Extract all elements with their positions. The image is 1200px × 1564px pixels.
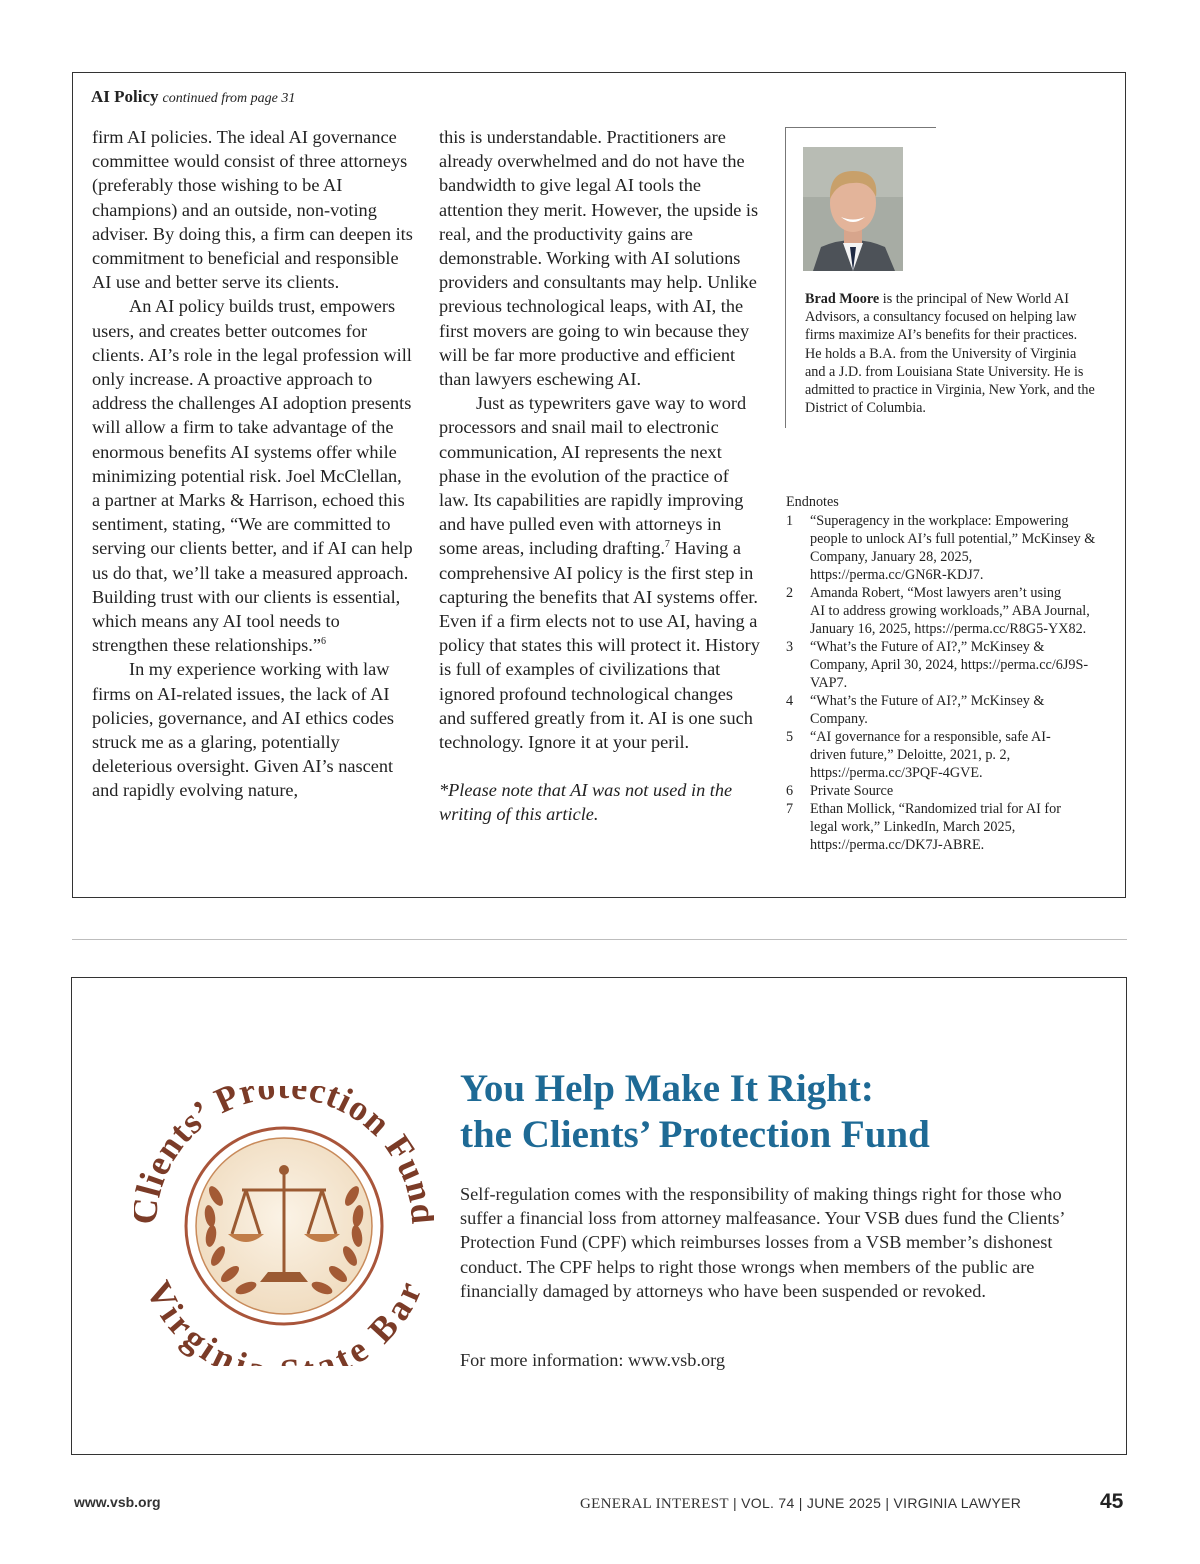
endnote-number: 2 [786, 585, 794, 601]
ai-disclaimer: *Please note that AI was not used in the writing of this article. [439, 780, 733, 825]
cpf-seal [134, 1086, 434, 1366]
endnote-number: 6 [786, 783, 794, 799]
paragraph-text: Having a comprehensive AI policy is the first step in capturing the benefits that AI systems offer. Even if a firm elects not to use AI, having a policy that states this will protect it. History is full of examples of civilizations that ignored profound technological changes and suffered greatly from it. AI is one such technology. Ignore it at your peril. [439, 538, 760, 753]
endnote-text: Ethan Mollick, “Randomized trial for AI for [810, 801, 1061, 817]
endnote-text: Private Source [810, 783, 894, 799]
seal-top-text: ients’ Protection Fu [134, 1086, 434, 1191]
author-bio [805, 290, 1095, 417]
endnote-text: people to unlock AI’s full potential,” McKinsey & Company, January 28, 2025, https://perma.cc/GN6R-KDJ7. [810, 531, 1096, 583]
endnote-number: 5 [786, 729, 794, 745]
footer-meta [580, 1495, 1021, 1513]
endnotes-heading: Endnotes [786, 494, 839, 510]
endnote-item [786, 512, 1106, 584]
paragraph [92, 294, 414, 657]
ad-body: Self-regulation comes with the responsibility of making things right for those who suffer a financial loss from attorney malfeasance. Your VSB dues fund the Clients’ Protection Fund (CPF) which reimburses losses from a VSB member’s dishonest conduct. The CPF helps to right those wrongs when members of the public are financially damaged by attorneys who have been suspended or revoked. [460, 1184, 1065, 1301]
endnote-text: legal work,” LinkedIn, March 2025, https://perma.cc/DK7J-ABRE. [810, 819, 1016, 853]
cpf-ad-box [71, 977, 1127, 1455]
divider [72, 939, 1127, 940]
paragraph-text: An AI policy builds trust, empowers users, and creates better outcomes for clients. AI’s role in the legal profession will only increase. A proactive approach to address the challenges AI adoption presents will allow a firm to take advantage of the enormous benefits AI systems offer while minimizing potential risk. Joel McClellan, a partner at Marks & Harrison, echoed this sentiment, stating, “We are committed to serving our clients better, and if AI can help us do that, we’ll take a measured approach. Building trust with our clients is essential, which means any AI tool needs to strengthen these relationships.” [92, 296, 413, 656]
endnote-number: 4 [786, 693, 794, 709]
running-head [91, 87, 295, 107]
ad-title-line: the Clients’ Protection Fund [460, 1113, 930, 1156]
paragraph [439, 391, 763, 754]
author-name: Brad Moore [805, 291, 880, 307]
endnote-number: 3 [786, 639, 794, 655]
ad-title [460, 1066, 1080, 1158]
endnote-text: “AI governance for a responsible, safe AI- [810, 729, 1051, 745]
footer-website[interactable]: www.vsb.org [74, 1494, 161, 1510]
endnote-item [786, 728, 1106, 782]
endnote-text: “Superagency in the workplace: Empowering [810, 513, 1069, 529]
endnote-text: Company. [810, 711, 868, 727]
endnote-text: driven future,” Deloitte, 2021, p. 2, https://perma.cc/3PQF-4GVE. [810, 747, 1011, 781]
author-bio-text: is the principal of New World AI Advisors, a consultancy focused on helping law firms maximize AI’s benefits for their practices. He holds a B.A. from the University of Virginia and a J.D. from Louisiana State University. He is admitted to practice in Virginia, New York, and the District of Columbia. [805, 291, 1095, 417]
paragraph: In my experience working with law firms on AI-related issues, the lack of AI policies, governance, and AI ethics codes struck me as a glaring, potentially deleterious oversight. Given AI’s nascent and rapidly evolving nature, [92, 659, 395, 801]
section-title: AI Policy [91, 87, 159, 106]
article-column-1 [92, 125, 414, 803]
ad-info-link[interactable]: For more information: www.vsb.org [460, 1350, 726, 1370]
paragraph: this is understandable. Practitioners are already overwhelmed and do not have the bandwidth to give legal AI tools the attention they merit. However, the upside is real, and the productivity gains are demonstrable. Working with AI solutions providers and consultants may help. Unlike previous technological leaps, with AI, the first movers are going to win because they will be far more productive and efficient than lawyers eschewing AI. [439, 127, 759, 390]
seal-bottom-text: Virgini ate Bar [138, 1274, 430, 1366]
author-photo [803, 147, 903, 271]
endnote-text: Amanda Robert, “Most lawyers aren’t using [810, 585, 1062, 601]
endnotes [786, 493, 1106, 854]
endnote-item [786, 638, 1106, 692]
article-column-2 [439, 125, 763, 827]
endnote-item [786, 782, 1106, 800]
endnote-number: 1 [786, 513, 794, 529]
endnote-text: AI to address growing workloads,” ABA Journal, January 16, 2025, https://perma.cc/R8G5-YX82. [810, 603, 1090, 637]
endnote-text: “What’s the Future of AI?,” McKinsey & [810, 639, 1045, 655]
endnote-item [786, 584, 1106, 638]
footnote-ref: 6 [320, 636, 326, 648]
ad-title-line: You Help Make It Right: [460, 1067, 874, 1110]
footnote-ref: 7 [664, 539, 670, 551]
paragraph-text: Just as typewriters gave way to word processors and snail mail to electronic communication, AI represents the next phase in the evolution of the practice of law. Its capabilities are rapidly improving and have pulled even with attorneys in some areas, including drafting. [439, 393, 747, 559]
endnote-text: Company, April 30, 2024, https://perma.cc/6J9S-VAP7. [810, 657, 1089, 691]
article-box [72, 72, 1126, 898]
endnote-number: 7 [786, 801, 794, 817]
page-number: 45 [1100, 1490, 1124, 1513]
continued-note: continued from page 31 [162, 91, 296, 106]
endnote-text: “What’s the Future of AI?,” McKinsey & [810, 693, 1045, 709]
endnote-item [786, 800, 1106, 854]
footer-issue: | VOL. 74 | JUNE 2025 | VIRGINIA LAWYER [728, 1495, 1022, 1511]
paragraph: firm AI policies. The ideal AI governance committee would consist of three attorneys (preferably those wishing to be AI champions) and an outside, non-voting adviser. By doing this, a firm can deepen its commitment to beneficial and responsible AI use and better serve its clients. [92, 127, 413, 293]
footer-section: GENERAL INTEREST [580, 1496, 729, 1512]
endnote-item [786, 692, 1106, 728]
